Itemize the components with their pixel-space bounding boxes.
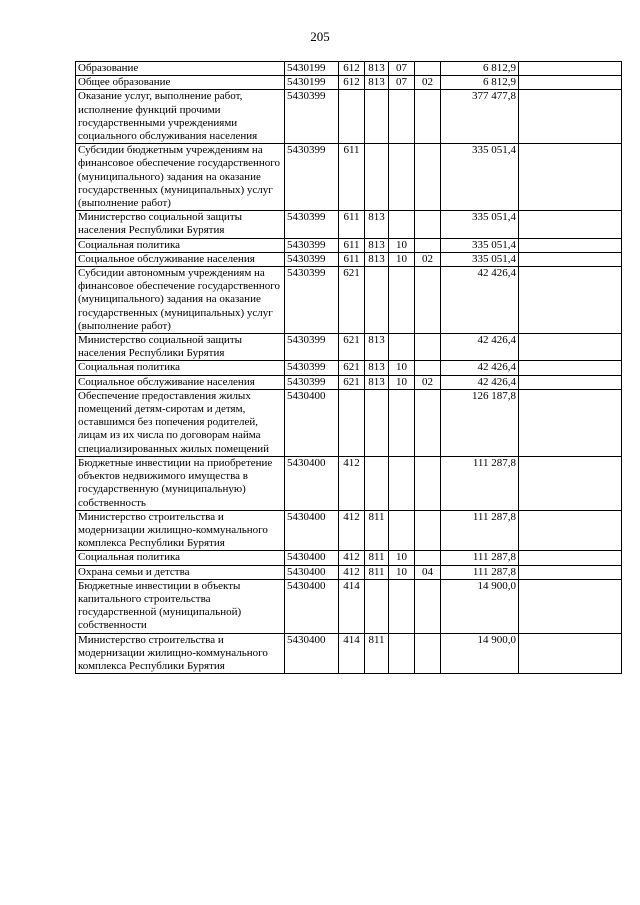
row-grbs-cell (365, 267, 389, 334)
row-grbs-cell (365, 144, 389, 211)
row-empty-cell (519, 510, 622, 551)
row-pr-cell (415, 551, 441, 565)
row-csr-cell: 5430399 (285, 144, 339, 211)
row-rz-cell: 10 (389, 252, 415, 266)
row-csr-cell: 5430399 (285, 90, 339, 144)
table-row (76, 144, 622, 211)
budget-table-body (76, 62, 622, 674)
row-grbs-cell: 811 (365, 633, 389, 674)
table-row (76, 375, 622, 389)
table-row (76, 389, 622, 456)
table-row (76, 510, 622, 551)
row-empty-cell (519, 90, 622, 144)
row-sum-cell: 335 051,4 (441, 211, 519, 238)
row-sum-cell: 42 426,4 (441, 361, 519, 375)
row-pr-cell (415, 144, 441, 211)
row-csr-cell: 5430400 (285, 551, 339, 565)
row-pr-cell (415, 211, 441, 238)
row-vr-cell: 621 (339, 375, 365, 389)
row-sum-cell: 111 287,8 (441, 456, 519, 510)
row-name-cell: Образование (76, 62, 285, 76)
table-row (76, 334, 622, 361)
row-csr-cell: 5430399 (285, 334, 339, 361)
table-row (76, 456, 622, 510)
row-rz-cell: 10 (389, 361, 415, 375)
row-vr-cell: 414 (339, 633, 365, 674)
page-number: 205 (310, 29, 330, 44)
row-rz-cell: 10 (389, 238, 415, 252)
row-empty-cell (519, 211, 622, 238)
table-row (76, 76, 622, 90)
row-empty-cell (519, 456, 622, 510)
row-csr-cell: 5430400 (285, 456, 339, 510)
row-sum-cell: 42 426,4 (441, 334, 519, 361)
row-sum-cell: 126 187,8 (441, 389, 519, 456)
row-sum-cell: 14 900,0 (441, 579, 519, 633)
table-row (76, 361, 622, 375)
row-rz-cell: 10 (389, 375, 415, 389)
row-csr-cell: 5430399 (285, 211, 339, 238)
row-name-cell: Оказание услуг, выполнение работ, исполнение функций прочими государственными учреждениями социального обслуживания населения (76, 90, 285, 144)
row-sum-cell: 14 900,0 (441, 633, 519, 674)
row-pr-cell (415, 579, 441, 633)
row-empty-cell (519, 375, 622, 389)
row-vr-cell: 412 (339, 565, 365, 579)
row-rz-cell: 10 (389, 565, 415, 579)
row-pr-cell (415, 334, 441, 361)
row-grbs-cell: 813 (365, 252, 389, 266)
row-rz-cell (389, 267, 415, 334)
table-row (76, 62, 622, 76)
table-row (76, 90, 622, 144)
row-rz-cell: 07 (389, 62, 415, 76)
row-grbs-cell: 811 (365, 510, 389, 551)
row-name-cell: Социальное обслуживание населения (76, 375, 285, 389)
row-grbs-cell: 813 (365, 361, 389, 375)
row-empty-cell (519, 267, 622, 334)
row-pr-cell (415, 510, 441, 551)
row-sum-cell: 6 812,9 (441, 62, 519, 76)
row-rz-cell (389, 90, 415, 144)
row-name-cell: Социальная политика (76, 551, 285, 565)
row-csr-cell: 5430399 (285, 267, 339, 334)
row-vr-cell: 611 (339, 252, 365, 266)
row-vr-cell: 612 (339, 62, 365, 76)
row-pr-cell (415, 62, 441, 76)
row-name-cell: Министерство строительства и модернизации жилищно-коммунального комплекса Республики Бурятия (76, 510, 285, 551)
row-csr-cell: 5430400 (285, 633, 339, 674)
row-sum-cell: 335 051,4 (441, 238, 519, 252)
row-grbs-cell: 813 (365, 211, 389, 238)
row-grbs-cell (365, 456, 389, 510)
row-pr-cell (415, 361, 441, 375)
row-vr-cell: 412 (339, 551, 365, 565)
row-vr-cell: 612 (339, 76, 365, 90)
row-sum-cell: 42 426,4 (441, 267, 519, 334)
row-name-cell: Министерство социальной защиты населения Республики Бурятия (76, 211, 285, 238)
table-row (76, 238, 622, 252)
row-name-cell: Субсидии автономным учреждениям на финансовое обеспечение государственного (муниципального) задания на оказание государственных (муниципальных) услуг (выполнение работ) (76, 267, 285, 334)
row-vr-cell: 621 (339, 267, 365, 334)
row-sum-cell: 377 477,8 (441, 90, 519, 144)
row-rz-cell: 10 (389, 551, 415, 565)
row-vr-cell: 621 (339, 361, 365, 375)
row-vr-cell: 414 (339, 579, 365, 633)
row-name-cell: Министерство строительства и модернизации жилищно-коммунального комплекса Республики Бурятия (76, 633, 285, 674)
row-rz-cell (389, 144, 415, 211)
table-row (76, 267, 622, 334)
row-csr-cell: 5430399 (285, 238, 339, 252)
row-csr-cell: 5430400 (285, 510, 339, 551)
row-pr-cell: 02 (415, 375, 441, 389)
row-name-cell: Социальная политика (76, 238, 285, 252)
row-vr-cell: 611 (339, 238, 365, 252)
row-rz-cell (389, 334, 415, 361)
row-vr-cell: 412 (339, 510, 365, 551)
row-csr-cell: 5430399 (285, 361, 339, 375)
row-pr-cell (415, 389, 441, 456)
row-pr-cell (415, 633, 441, 674)
row-name-cell: Обеспечение предоставления жилых помещений детям-сиротам и детям, оставшимся без попечения родителей, лицам из их числа по договорам найма специализированных жилых помещений (76, 389, 285, 456)
row-vr-cell: 621 (339, 334, 365, 361)
row-name-cell: Охрана семьи и детства (76, 565, 285, 579)
row-grbs-cell: 813 (365, 76, 389, 90)
row-pr-cell: 02 (415, 76, 441, 90)
row-empty-cell (519, 76, 622, 90)
row-name-cell: Субсидии бюджетным учреждениям на финансовое обеспечение государственного (муниципального) задания на оказание государственных (муниципальных) услуг (выполнение работ) (76, 144, 285, 211)
table-row (76, 211, 622, 238)
row-grbs-cell (365, 90, 389, 144)
row-rz-cell (389, 389, 415, 456)
table-row (76, 551, 622, 565)
row-sum-cell: 111 287,8 (441, 551, 519, 565)
row-grbs-cell: 813 (365, 334, 389, 361)
row-empty-cell (519, 551, 622, 565)
row-pr-cell (415, 267, 441, 334)
row-rz-cell (389, 633, 415, 674)
row-sum-cell: 335 051,4 (441, 252, 519, 266)
table-row (76, 252, 622, 266)
row-empty-cell (519, 144, 622, 211)
row-sum-cell: 6 812,9 (441, 76, 519, 90)
row-grbs-cell: 811 (365, 565, 389, 579)
row-sum-cell: 111 287,8 (441, 510, 519, 551)
row-rz-cell: 07 (389, 76, 415, 90)
row-pr-cell (415, 456, 441, 510)
row-vr-cell: 412 (339, 456, 365, 510)
row-pr-cell (415, 90, 441, 144)
row-name-cell: Общее образование (76, 76, 285, 90)
row-vr-cell: 611 (339, 211, 365, 238)
row-rz-cell (389, 456, 415, 510)
row-pr-cell: 02 (415, 252, 441, 266)
row-name-cell: Бюджетные инвестиции на приобретение объектов недвижимого имущества в государственную (муниципальную) собственность (76, 456, 285, 510)
row-empty-cell (519, 633, 622, 674)
row-sum-cell: 111 287,8 (441, 565, 519, 579)
row-csr-cell: 5430400 (285, 579, 339, 633)
row-csr-cell: 5430399 (285, 252, 339, 266)
budget-table (75, 61, 622, 674)
row-empty-cell (519, 334, 622, 361)
row-csr-cell: 5430399 (285, 375, 339, 389)
table-row (76, 579, 622, 633)
row-name-cell: Социальное обслуживание населения (76, 252, 285, 266)
row-empty-cell (519, 252, 622, 266)
row-pr-cell: 04 (415, 565, 441, 579)
row-csr-cell: 5430199 (285, 76, 339, 90)
row-empty-cell (519, 361, 622, 375)
row-csr-cell: 5430400 (285, 389, 339, 456)
row-empty-cell (519, 579, 622, 633)
table-row (76, 633, 622, 674)
row-sum-cell: 42 426,4 (441, 375, 519, 389)
row-name-cell: Бюджетные инвестиции в объекты капитального строительства государственной (муниципальной) собственности (76, 579, 285, 633)
row-empty-cell (519, 389, 622, 456)
row-grbs-cell: 813 (365, 62, 389, 76)
row-empty-cell (519, 565, 622, 579)
row-name-cell: Министерство социальной защиты населения Республики Бурятия (76, 334, 285, 361)
row-vr-cell (339, 90, 365, 144)
row-grbs-cell: 813 (365, 238, 389, 252)
row-grbs-cell: 813 (365, 375, 389, 389)
row-grbs-cell: 811 (365, 551, 389, 565)
row-grbs-cell (365, 579, 389, 633)
row-csr-cell: 5430400 (285, 565, 339, 579)
row-sum-cell: 335 051,4 (441, 144, 519, 211)
table-row (76, 565, 622, 579)
row-csr-cell: 5430199 (285, 62, 339, 76)
row-rz-cell (389, 211, 415, 238)
row-empty-cell (519, 62, 622, 76)
row-name-cell: Социальная политика (76, 361, 285, 375)
row-rz-cell (389, 510, 415, 551)
row-vr-cell: 611 (339, 144, 365, 211)
row-pr-cell (415, 238, 441, 252)
row-rz-cell (389, 579, 415, 633)
row-grbs-cell (365, 389, 389, 456)
row-vr-cell (339, 389, 365, 456)
row-empty-cell (519, 238, 622, 252)
